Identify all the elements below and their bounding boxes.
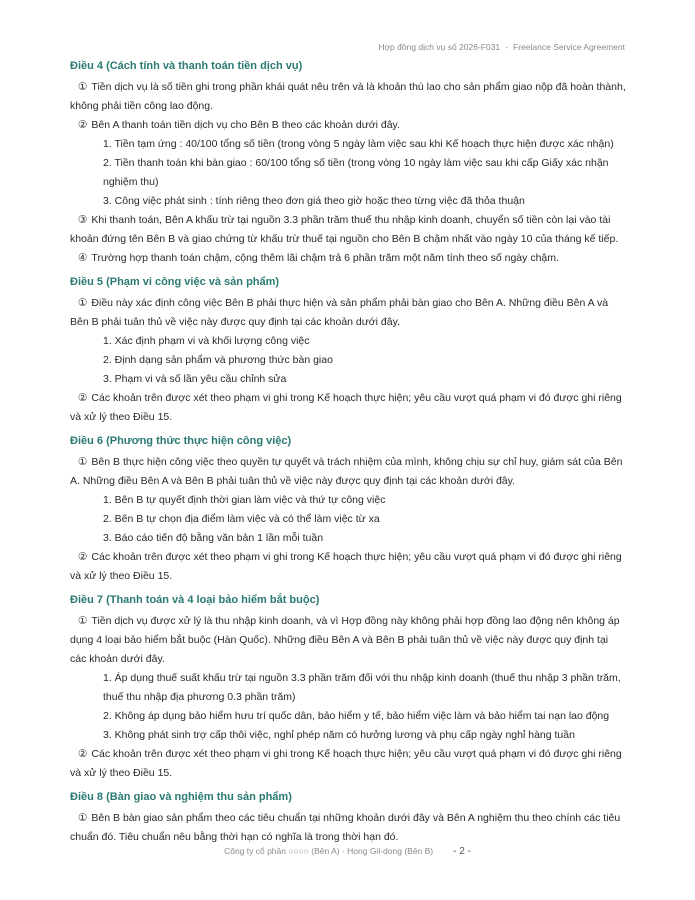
clause-item: 3. Công việc phát sinh : tính riêng theo đơn giá theo giờ hoặc theo từng việc đã thỏa thuận [103,195,525,207]
clause-text: Điều này xác định công việc Bên B phải thực hiện và sản phẩm phải bàn giao cho Bên A. Những điều Bên A và Bên B phải tuân thủ về việc này được quy định tại các khoản dưới đây. [70,297,609,328]
clause-item: 1. Bên B tự quyết định thời gian làm việc và thứ tự công việc [103,494,386,506]
contract-number: Hợp đồng dịch vụ số 2026-F031 [378,42,501,52]
clause-number: ③ [78,214,88,226]
clause-text: Các khoản trên được xét theo phạm vi ghi trong Kế hoạch thực hiện; yêu cầu vượt quá phạm vi đó được ghi riêng và xử lý theo Điều 15. [70,551,622,582]
clause-item: 1. Tiền tạm ứng : 40/100 tổng số tiền (trong vòng 5 ngày làm việc sau khi Kế hoạch thực hiện được xác nhận) [103,138,614,150]
clause-text: Các khoản trên được xét theo phạm vi ghi trong Kế hoạch thực hiện; yêu cầu vượt quá phạm vi đó được ghi riêng và xử lý theo Điều 15. [70,392,622,423]
clause-paragraph [70,389,627,427]
page-footer [0,846,695,857]
article-8 [70,789,627,847]
clause-item: 1. Áp dụng thuế suất khấu trừ tại nguồn 3.3 phần trăm đối với thu nhập kinh doanh (thuế thu nhập 3 phần trăm, thuế thu nhập địa phương 0.3 phần trăm) [103,672,621,703]
clause-number: ① [78,81,88,93]
clause-number: ① [78,297,88,309]
clause-number: ① [78,812,88,824]
clause-number: ① [78,615,88,627]
clause-item: 2. Bên B tự chọn địa điểm làm việc và có thể làm việc từ xa [103,513,380,525]
clause-text: Các khoản trên được xét theo phạm vi ghi trong Kế hoạch thực hiện; yêu cầu vượt quá phạm vi đó được ghi riêng và xử lý theo Điều 15. [70,748,622,779]
article-title: Điều 4 (Cách tính và thanh toán tiền dịch vụ) [70,60,303,72]
clause-item-list [70,669,627,745]
clause-item: 2. Tiền thanh toán khi bàn giao : 60/100 tổng số tiền (trong vòng 10 ngày làm việc sau khi cấp Giấy xác nhận nghiệm thu) [103,157,609,188]
clause-item: 2. Không áp dụng bảo hiểm hưu trí quốc dân, bảo hiểm y tế, bảo hiểm việc làm và bảo hiểm tai nạn lao động [103,710,610,722]
clause-paragraph [70,116,627,135]
clause-item: 3. Báo cáo tiến độ bằng văn bản 1 lần mỗi tuần [103,532,324,544]
clause-item: 1. Xác định phạm vi và khối lượng công việc [103,335,310,347]
footer-parties: Công ty cổ phần ○○○○ (Bên A) · Hong Gil-dong (Bên B) [224,846,434,856]
article-title: Điều 7 (Thanh toán và 4 loại bảo hiểm bắt buộc) [70,594,320,606]
document-body [70,58,627,847]
article-title: Điều 8 (Bàn giao và nghiệm thu sản phẩm) [70,791,292,803]
clause-paragraph [70,453,627,491]
clause-paragraph [70,548,627,586]
clause-text: Tiền dịch vụ được xử lý là thu nhập kinh doanh, và vì Hợp đồng này không phải hợp đồng lao động nên không áp dụng 4 loại bảo hiểm bắt buộc (Hàn Quốc). Những điều Bên A và Bên B phải tuân thủ về việc này được quy định tại các khoản dưới đây. [70,615,620,665]
contract-type: Freelance Service Agreement [513,42,625,52]
article-6 [70,433,627,586]
clause-paragraph [70,78,627,116]
clause-number: ② [78,551,88,563]
clause-number: ② [78,119,88,131]
page-header [378,42,625,52]
clause-text: Bên B bàn giao sản phẩm theo các tiêu chuẩn tại những khoản dưới đây và Bên A nghiệm thu theo chính các tiêu chuẩn đó. Tiêu chuẩn nêu bằng thời hạn có nghĩa là trong thời hạn đó. [70,812,621,843]
clause-item-list [70,332,627,389]
article-title: Điều 5 (Phạm vi công việc và sản phẩm) [70,276,280,288]
clause-number: ① [78,456,88,468]
clause-text: Khi thanh toán, Bên A khấu trừ tại nguồn 3.3 phần trăm thuế thu nhập kinh doanh, chuyển số tiền còn lại vào tài khoản đứng tên Bên B và giao chứng từ khấu trừ thuế tại nguồn cho Bên B chậm nhất vào ngày 10 của tháng kế tiếp. [70,214,619,245]
clause-item: 3. Không phát sinh trợ cấp thôi việc, nghỉ phép năm có hưởng lương và phụ cấp ngày nghỉ hàng tuần [103,729,575,741]
article-4 [70,58,627,268]
clause-paragraph [70,612,627,669]
clause-item-list [70,135,627,211]
article-5 [70,274,627,427]
clause-item: 2. Định dạng sản phẩm và phương thức bàn giao [103,354,333,366]
clause-text: Trường hợp thanh toán chậm, cộng thêm lãi chậm trả 6 phần trăm một năm tính theo số ngày chậm. [91,252,559,264]
clause-item-list [70,491,627,548]
clause-paragraph [70,745,627,783]
clause-text: Tiền dịch vụ là số tiền ghi trong phần khái quát nêu trên và là khoản thù lao cho sản phẩm giao nộp đã hoàn thành, không phải tiền công lao động. [70,81,626,112]
article-7 [70,592,627,783]
clause-number: ② [78,748,88,760]
clause-text: Bên B thực hiện công việc theo quyền tự quyết và trách nhiệm của mình, không chịu sự chỉ huy, giám sát của Bên A. Những điều Bên A và Bên B phải tuân thủ về việc này được quy định tại các khoản dưới đây. [70,456,623,487]
header-separator: - [505,42,509,52]
clause-paragraph [70,294,627,332]
clause-number: ② [78,392,88,404]
article-title: Điều 6 (Phương thức thực hiện công việc) [70,435,292,447]
clause-number: ④ [78,252,88,264]
clause-paragraph [70,211,627,249]
clause-paragraph [70,249,627,268]
page-number: - 2 - [453,846,471,857]
clause-paragraph [70,809,627,847]
clause-text: Bên A thanh toán tiền dịch vụ cho Bên B theo các khoản dưới đây. [91,119,400,131]
clause-item: 3. Phạm vi và số lần yêu cầu chỉnh sửa [103,373,287,385]
